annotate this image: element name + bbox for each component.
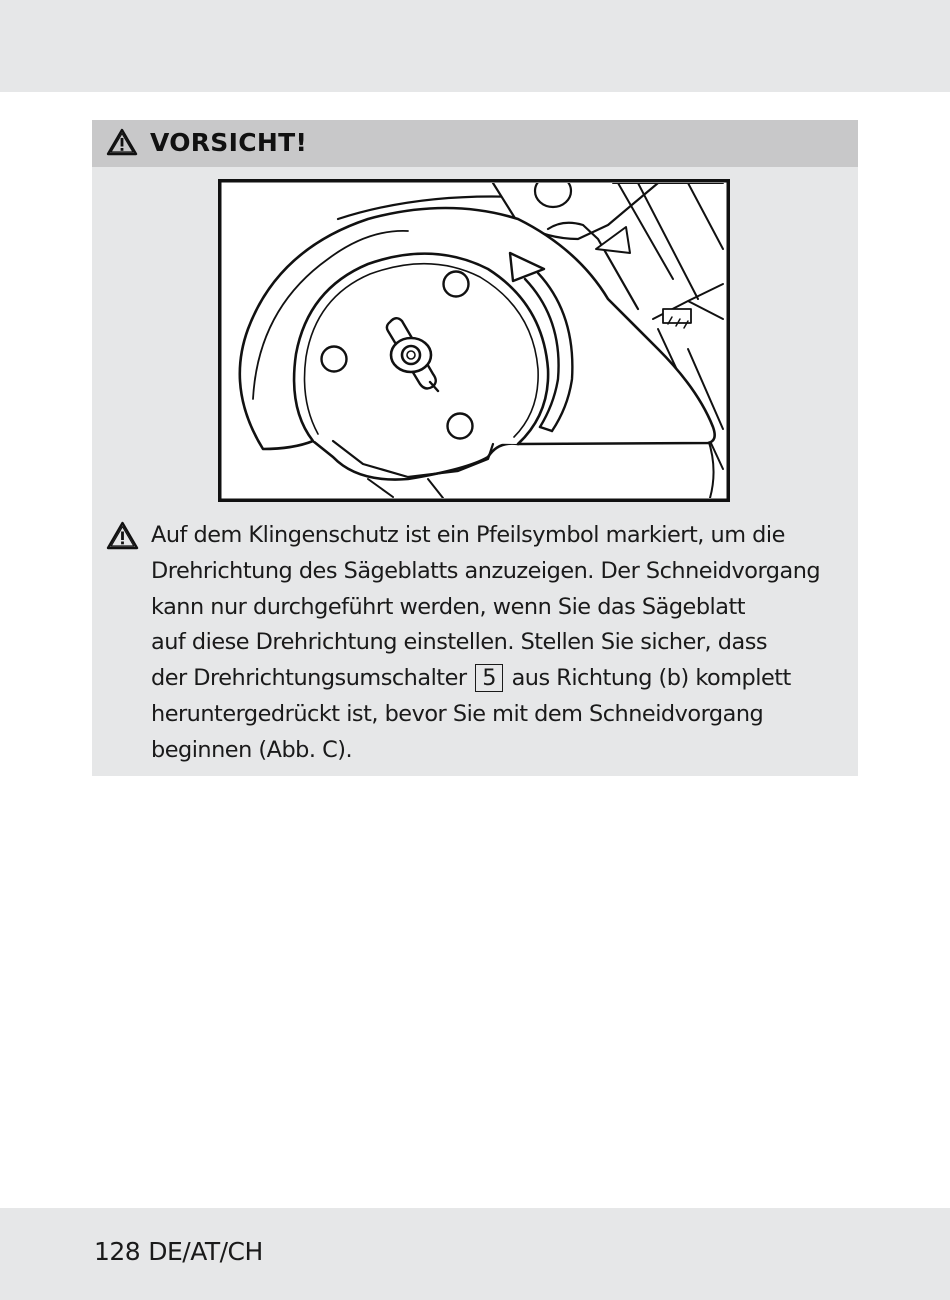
text-line: beginnen (Abb. C). [151,736,353,763]
text-line: heruntergedrückt ist, bevor Sie mit dem Schneidvorgang [151,700,764,727]
caution-box [92,120,858,776]
page-footer [94,1237,271,1266]
page-number: 128 [94,1237,141,1266]
part-reference-box: 5 [475,664,503,692]
warning-triangle-icon [106,128,138,156]
text-line: auf diese Drehrichtung einstellen. Stellen Sie sicher, dass [151,629,768,656]
top-band [0,0,950,92]
text-line-with-reference [151,661,851,697]
caution-text [151,518,851,769]
text-fragment: der Drehrichtungsumschalter [151,665,467,692]
text-line: Drehrichtung des Sägeblatts anzuzeigen. Der Schneidvorgang [151,557,821,584]
warning-triangle-icon [106,521,139,550]
saw-blade-guard-illustration [218,179,730,502]
text-line: Auf dem Klingenschutz ist ein Pfeilsymbol markiert, um die [151,522,785,548]
caution-title: VORSICHT! [150,128,308,157]
locale-label: DE/AT/CH [148,1237,263,1266]
caution-header [92,120,858,167]
text-line: kann nur durchgeführt werden, wenn Sie das Sägeblatt [151,593,746,620]
text-fragment: aus Richtung (b) komplett [511,665,791,692]
